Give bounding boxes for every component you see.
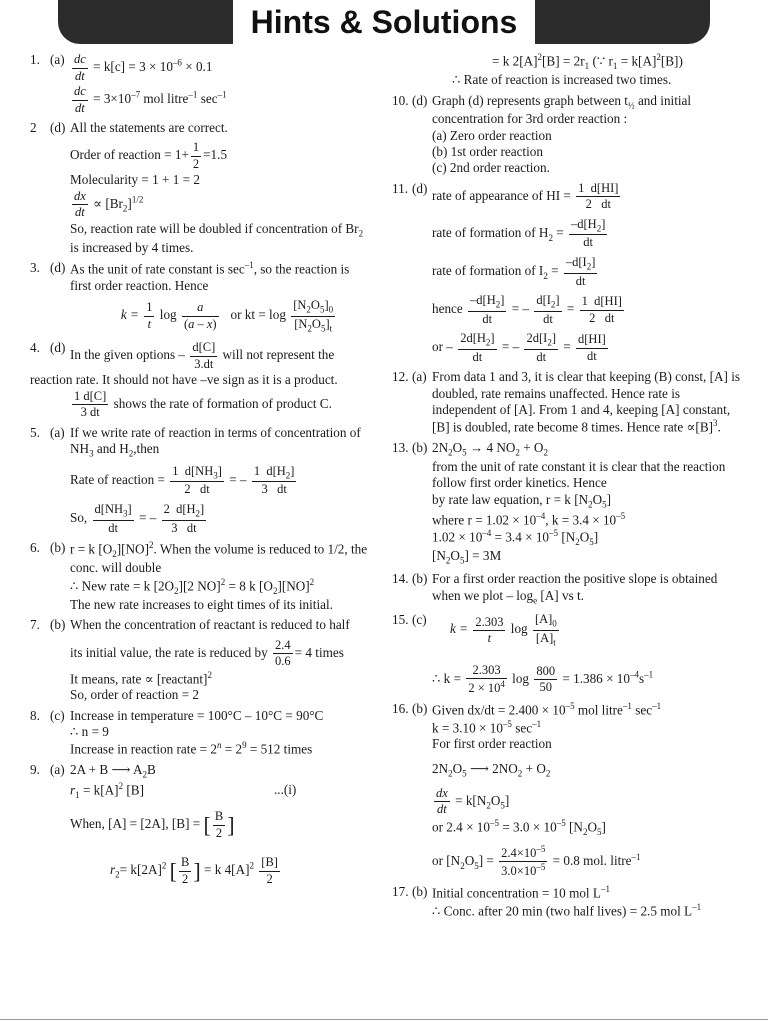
solution-9-continued: = k $2[A]^2[B] = 2r_1$ (∵ $r_1 = k[A]^2[B]$) ∴ Rate of reaction is increased two times. (452, 52, 683, 88)
page-title: Hints & Solutions (233, 0, 536, 44)
question-number: 9. (30, 762, 40, 778)
answer-option: (d) (50, 259, 66, 275)
question-number: 13. (392, 440, 409, 456)
solution-5: 5. (a) If we write rate of reaction in terms of concentration of $NH_3$ and $H_2,then$ Rate of reaction = $\frac{1 d[NH_3]}{2 dt}$ = – $\frac{1 d[H_2]}{3 dt}$ So, $\frac{d[NH_3]}{dt}$ = – $\frac{2 d[H_2]}{3 dt}$ (30, 424, 361, 535)
question-number: 1. (30, 52, 40, 67)
answer-option: (a) (50, 762, 65, 778)
solution-6: 6. (b) r = k $[O_2][NO]^2$. When the volume is reduced to 1/2, the conc. will double ∴ New rate = k $[2O_2][2$ NO]$^2$ = 8 k $[O_2][NO]^2$ The new rate increases to eight times of its initial. (30, 540, 368, 612)
solution-10: 10. (d) Graph (d) represents graph between $t_{\frac{1}{2}}$ and initial concentration for 3rd order reaction : (a) Zero order reaction (b) 1st order reaction (c) 2nd order reaction. (392, 92, 692, 176)
question-number: 10. (392, 92, 409, 108)
answer-option: (d) (412, 180, 428, 196)
question-number: 6. (30, 540, 40, 556)
answer-option: (a) (50, 424, 65, 440)
question-number: 16. (392, 700, 409, 716)
solution-8: 8. (c) Increase in temperature = 100°C – 10°C = 90°C ∴ n = 9 Increase in reaction rate = $2^n = 2^9 = 512$ times (30, 707, 324, 757)
right-column (392, 52, 744, 924)
solution-7: 7. (b) When the concentration of reactant is reduced to half its initial value, the rate is reduced by $\frac{2.4}{0.6}$ = 4 times It means, rate ∝ [reactant]$^2$ So, order of reaction = 2 (30, 617, 350, 703)
answer-option: (d) (50, 120, 66, 135)
answer-option: (b) (412, 700, 428, 716)
question-number: 8. (30, 707, 40, 723)
solution-11: 11. (d) rate of appearance of HI = $\frac{1 d[HI]}{2 dt}$ rate of formation of $H_2$ = $\frac{-d[H_2]}{dt}$ rate of formation of $I_2$ = $\frac{-d[I_2]}{dt}$ hence $\frac{-d[H_2]}{dt}$ = – $\frac{d[I_2]}{dt}$ = $\frac{1 d[HI]}{2 dt}$ or – $\frac{2d[H_2]}{dt}$ = – $\frac{2d[I_2]}{dt}$ = $\frac{d[HI]}{dt}$ (392, 180, 622, 364)
question-number: 4. (30, 340, 40, 356)
answer-option: (b) (412, 571, 428, 587)
solution-9: 9. (a) 2A + B ⟶ $A_2B$ $r_1 = k[A]^2$ [B] ...(i) When, [A] = [2A], [B] = [ $\frac{B}{2}$ ] $r_2= k[2A]^2$ [ $\frac{B}{2}$ ] = k $4[A]^2$ $\frac{[B]}{2}$ (30, 762, 297, 886)
question-number: 7. (30, 617, 40, 633)
question-number: 5. (30, 424, 40, 440)
answer-option: (c) (412, 612, 427, 628)
answer-option: (a) (50, 52, 65, 67)
page-bottom-rule (0, 1019, 768, 1020)
answer-option: (d) (412, 92, 428, 108)
solution-13: 13. (b) $2N_2O_5 \to 4$ $NO_2 + O_2$ from the unit of rate constant it is clear that the reaction follow first order kinetics. Hence by rate law equation, r = k $[N_2O_5]$ where $r = 1.02 \times 10^{-4}$, $k = 3.4 \times 10^{-5}$ $1.02 \times 10^{-4} = 3.4 \times 10^{-5}$ $[N_2O_5]$ $[N_2O_5] = 3M$ (392, 440, 726, 567)
question-number: 11. (392, 180, 408, 196)
question-number: 17. (392, 884, 409, 900)
question-number: 2 (30, 120, 37, 135)
solution-16: 16. (b) Given $dx/dt = 2.400 \times 10^{-5}$ mol litre$^{-1}$ $\sec^{-1}$ $k = 3.10 \times 10^{-5}$ $\sec^{-1}$ For first order reaction $2N_2O_5$ ⟶ $2NO_2 + O_2$ $\frac{dx}{dt}$ = $k[N_2O_5]$ or $2.4 \times 10^{-5} = 3.0 \times 10^{-5}$ $[N_2O_5]$ or $[N_2O_5]$ = $\frac{2.4\times 10^{-5}}{3.0\times 10^{-5}}$ = 0.8 mol. litre$^{-1}$ (392, 700, 662, 879)
solution-17: 17. (b) Initial concentration = 10 mol $L^{-1}$ ∴ Conc. after 20 min (two half lives) = 2.5 mol $L^{-1}$ (392, 884, 702, 919)
answer-option: (a) (412, 369, 427, 385)
answer-option: (d) (50, 340, 66, 356)
answer-option: (b) (412, 440, 428, 456)
answer-option: (b) (50, 617, 66, 633)
answer-option: (b) (412, 884, 428, 900)
question-number: 15. (392, 612, 409, 628)
question-number: 14. (392, 571, 409, 587)
header-banner (58, 0, 710, 44)
solution-4: 4. (d) In the given options – $\frac{d[C]}{3.dt}$ will not represent the reaction rate. It should not have –ve sign as it is a product. $\frac{1 d[C]}{3 dt}$ shows the rate of formation of product C. (30, 340, 338, 420)
left-column (30, 52, 388, 891)
solution-2: 2 (d) All the statements are correct. Order of reaction = 1+ $\frac{1}{2}$ =1.5 Molecularity = 1 + 1 = 2 $\frac{dx}{dt}$ ∝ $[Br_2]^{1/2}$ So, reaction rate will be doubled if concentration of $Br_2$ is increased by 4 times. (30, 120, 364, 255)
question-number: 3. (30, 259, 40, 275)
solution-14: 14. (b) For a first order reaction the positive slope is obtained when we plot – $\log_e [A]$ vs t. (392, 571, 718, 606)
question-number: 12. (392, 369, 409, 385)
solution-12: 12. (a) From data 1 and 3, it is clear that keeping (B) const, [A] is doubled, rate remains unaffected. Hence rate is independent of [A]. From 1 and 4, keeping [A] constant, [B] is doubled, rate become 8 times. Hence rate $\propto[B]^3$. (392, 369, 741, 435)
solution-15: 15. (c) k = $\frac{2.303}{t}$ log $\frac{[A]_0}{[A]_t}$ ∴ k = $\frac{2.303}{2 \times 10^4}$ log $\frac{800}{50}$ = $1.386 \times 10^{-4}s^{-1}$ (392, 612, 654, 696)
eq-text: = k[c] = 3 × 10 (93, 59, 173, 75)
answer-option: (c) (50, 707, 65, 723)
answer-option: (b) (50, 540, 66, 556)
solution-1: 1. (a) $\frac{dc}{dt}$ = $k[c] = 3 \times 10^{-6} \times 0.1$ $\frac{dc}{dt}$ = $3\times 10^{-7}$ mol litre$^{-1}$ $\sec^{-1}$ (30, 52, 227, 115)
solution-3: 3. (d) As the unit of rate constant is $\sec^{-1}$, so the reaction is first order reaction. Hence k = $\frac{1}{t}$ log $\frac{a}{(a - x)}$ or kt = log $\frac{[N_2O_5]_0}{[N_2O_5]_t}$ (30, 259, 350, 334)
